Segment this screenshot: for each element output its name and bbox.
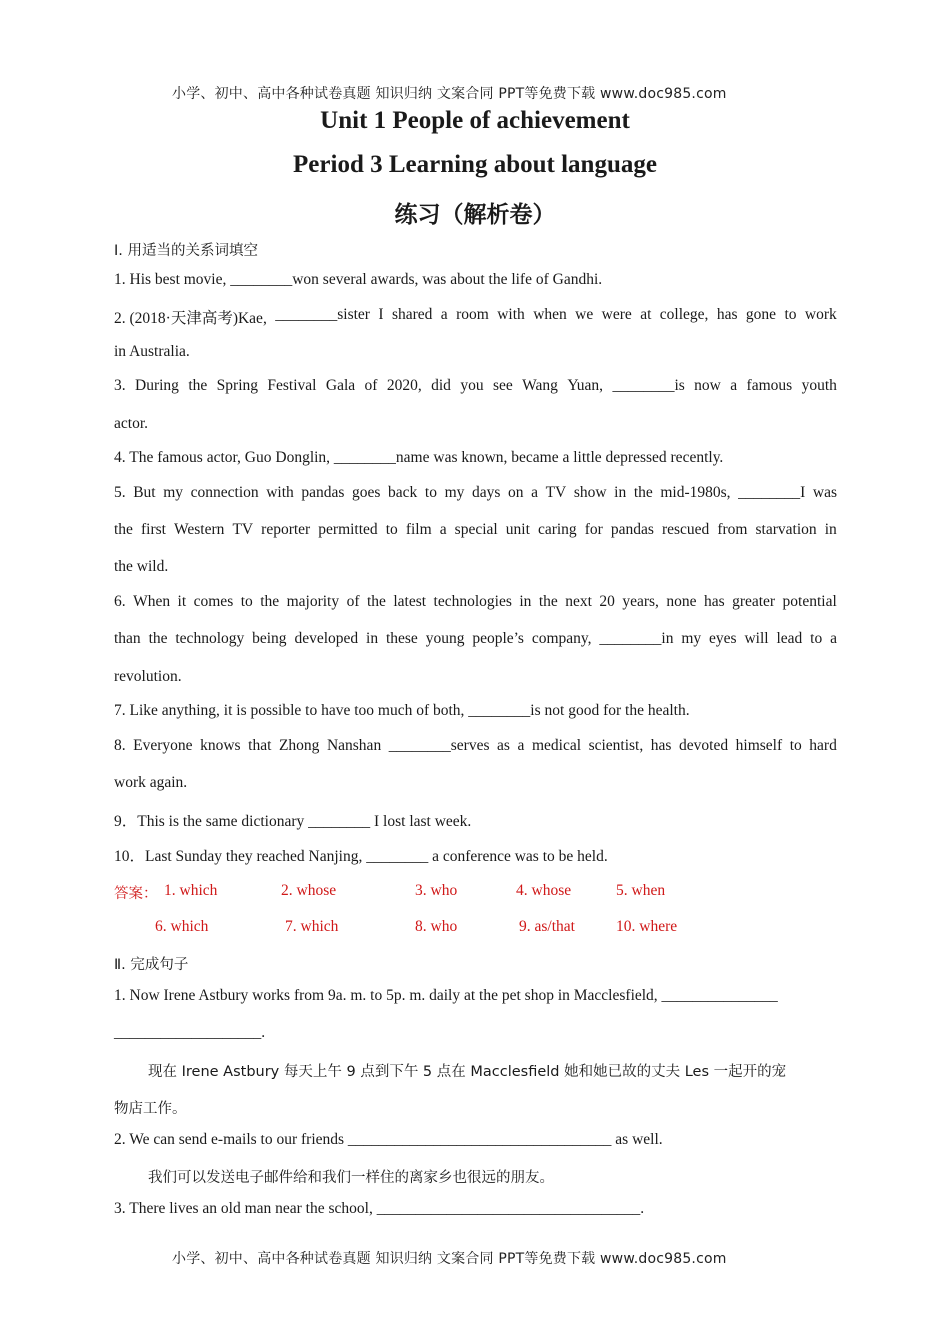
question-7: 7. Like anything, it is possible to have too much of both, ________is not good for the health. bbox=[114, 702, 690, 719]
answer-6: 6. which bbox=[155, 918, 209, 935]
title-unit: Unit 1 People of achievement bbox=[320, 107, 630, 134]
sentence-1-line1: 1. Now Irene Astbury works from 9a. m. to 5p. m. daily at the pet shop in Macclesfield, _______________ bbox=[114, 987, 778, 1004]
question-6-line3: revolution. bbox=[114, 668, 182, 685]
title-exercise: 练习（解析卷） bbox=[394, 202, 556, 228]
answer-8: 8. who bbox=[415, 918, 458, 935]
question-5-line1: 5. But my connection with pandas goes back to my days on a TV show in the mid-1980s, ________I was bbox=[114, 484, 837, 501]
question-1: 1. His best movie, ________won several awards, was about the life of Gandhi. bbox=[114, 271, 603, 288]
section2-heading: Ⅱ. 完成句子 bbox=[114, 957, 189, 973]
sentence-1-line2: ___________________. bbox=[114, 1024, 266, 1041]
question-6-line2: than the technology being developed in these young people’s company, ________in my eyes will lead to a bbox=[114, 630, 837, 647]
answer-5: 5. when bbox=[616, 882, 666, 899]
answer-1: 1. which bbox=[164, 882, 218, 899]
question-8-line1: 8. Everyone knows that Zhong Nanshan ________serves as a medical scientist, has devoted himself to hard bbox=[114, 737, 837, 754]
question-8-line2: work again. bbox=[114, 774, 188, 791]
question-10: 10．Last Sunday they reached Nanjing, ________ a conference was to be held. bbox=[114, 848, 608, 865]
question-6-line1: 6. When it comes to the majority of the latest technologies in the next 20 years, none has greater potential bbox=[114, 593, 837, 610]
answer-9: 9. as/that bbox=[519, 918, 575, 935]
page-footer: 小学、初中、高中各种试卷真题 知识归纳 文案合同 PPT等免费下载 www.doc985.com bbox=[172, 1251, 727, 1267]
question-3-line2: actor. bbox=[114, 415, 148, 432]
sentence-3: 3. There lives an old man near the school, __________________________________. bbox=[114, 1200, 645, 1217]
sentence-2-translation: 我们可以发送电子邮件给和我们一样住的离家乡也很远的朋友。 bbox=[148, 1170, 554, 1186]
question-9: 9．This is the same dictionary ________ I lost last week. bbox=[114, 813, 472, 830]
question-5-line2: the first Western TV reporter permitted to film a special unit caring for pandas rescued from starvation in bbox=[114, 521, 837, 538]
page-header: 小学、初中、高中各种试卷真题 知识归纳 文案合同 PPT等免费下载 www.doc985.com bbox=[172, 86, 727, 102]
question-5-line3: the wild. bbox=[114, 558, 169, 575]
sentence-1-translation-line1: 现在 Irene Astbury 每天上午 9 点到下午 5 点在 Macclesfield 她和她已故的丈夫 Les 一起开的宠 bbox=[148, 1064, 787, 1080]
question-2-line1: 2. (2018·天津高考)Kae, ________sister I shared a room with when we were at college, has gone to work bbox=[114, 306, 837, 327]
sentence-2: 2. We can send e-mails to our friends __________________________________ as well. bbox=[114, 1131, 663, 1148]
answer-3: 3. who bbox=[415, 882, 458, 899]
answer-10: 10. where bbox=[616, 918, 678, 935]
section1-heading: Ⅰ. 用适当的关系词填空 bbox=[114, 243, 258, 259]
answer-label: 答案： bbox=[114, 886, 158, 902]
question-3-line1: 3. During the Spring Festival Gala of 2020, did you see Wang Yuan, ________is now a famous youth bbox=[114, 377, 837, 394]
question-2-line2: in Australia. bbox=[114, 343, 190, 360]
sentence-1-translation-line2: 物店工作。 bbox=[114, 1101, 187, 1117]
answer-4: 4. whose bbox=[516, 882, 572, 899]
answer-2: 2. whose bbox=[281, 882, 337, 899]
question-4: 4. The famous actor, Guo Donglin, ________name was known, became a little depressed recently. bbox=[114, 449, 724, 466]
answer-7: 7. which bbox=[285, 918, 339, 935]
title-period: Period 3 Learning about language bbox=[293, 151, 657, 178]
